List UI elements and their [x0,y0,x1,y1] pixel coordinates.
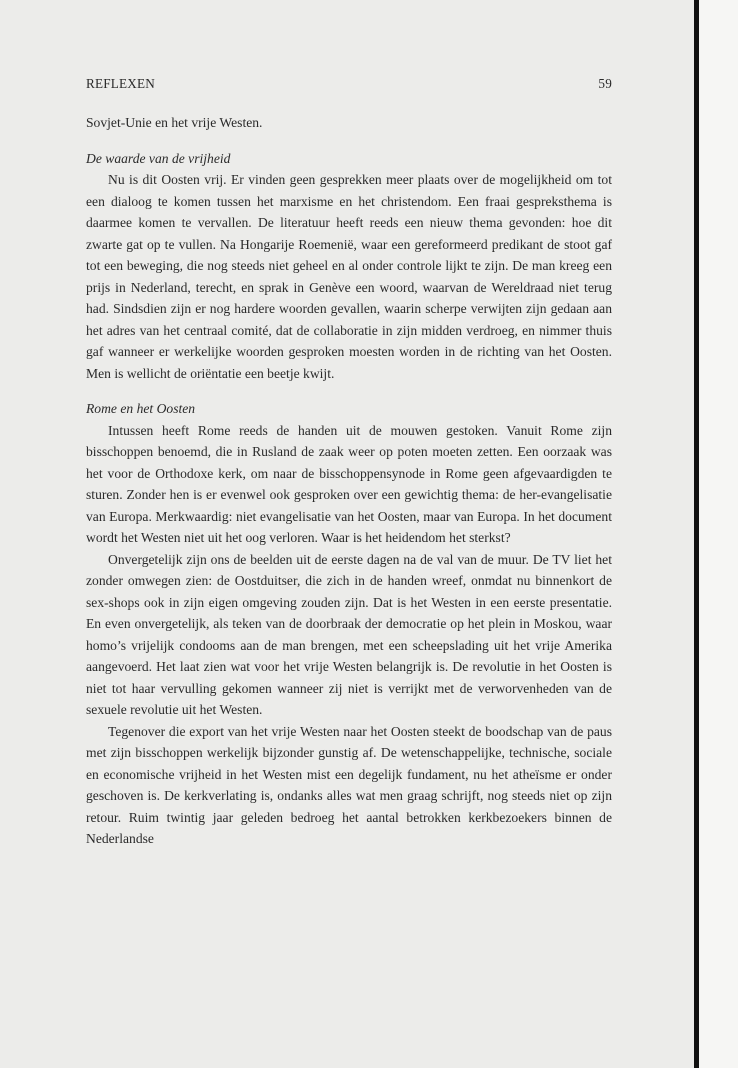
section-heading-vrijheid: De waarde van de vrijheid [86,150,231,166]
body-text [86,112,612,850]
page-edge [694,0,738,1068]
paragraph-vrijheid: Nu is dit Oosten vrij. Er vinden geen gesprekken meer plaats over de mogelijkheid om tot een dialoog te komen tussen het marxisme en het christendom. Een fraai gespreksthema is daarmee komen te vervallen. De literatuur heeft reeds een nieuw thema gevonden: hoe dit zwarte gat op te vullen. Na Hongarije Roemenië, waar een gereformeerd predikant de stoot gaf tot een beweging, die nog steeds niet geheel en al onder controle lijkt te zijn. De man kreeg een prijs in Nederland, terecht, en sprak in Genève een woord, waarvan de Wereldraad niet terug had. Sindsdien zijn er nog hardere woorden gevallen, waarin scherpe verwijten zijn gedaan aan het adres van het centraal comité, dat de collaboratie in zijn midden verdroeg, en nimmer thuis gaf wanneer er werkelijke woorden gesproken moesten worden in de richting van het Oosten. Men is wellicht de oriëntatie een beetje kwijt. [86,172,612,381]
page-number: 59 [598,76,612,91]
paragraph-rome-2: Onvergetelijk zijn ons de beelden uit de eerste dagen na de val van de muur. De TV liet het zonder omwegen zien: de Oostduitser, die zich in de handen wreef, onmdat nu binnenkort de sex-shops ook in zijn eigen omgeving zouden zijn. Dat is het Westen in een eerste presentatie. En even onvergetelijk, als teken van de doorbraak der democratie op het plein in Moskou, waar homo’s vrijelijk condooms aan de man brengen, met een scheepslading uit het vrije Amerika aangevoerd. Het laat zien wat voor het vrije Westen belangrijk is. De revolutie in het Oosten is niet tot haar vervulling gekomen wanneer zij niet is verrijkt met de verworvenheden van de sexuele revolutie uit het Westen. [86,551,612,717]
paragraph-rome-3: Tegenover die export van het vrije Westen naar het Oosten steekt de boodschap van de paus met zijn bisschoppen werkelijk bijzonder gunstig af. De wetenschappelijke, technische, sociale en economische vrijheid in het Westen mist een degelijk fundament, nu het atheïsme er onder geschoven is. De kerkverlating is, ondanks alles wat men graag schrijft, nog steeds niet op zijn retour. Ruim twintig jaar geleden bedroeg het aantal betrokken kerkbezoekers binnen de Nederlandse [86,723,612,846]
section-heading-rome: Rome en het Oosten [86,401,196,416]
intro-paragraph: Sovjet-Unie en het vrije Westen. [86,115,263,130]
paragraph-rome-1: Intussen heeft Rome reeds de handen uit de mouwen gestoken. Vanuit Rome zijn bisschoppen benoemd, die in Rusland de zaak weer op poten moeten zetten. Een oorzaak was het voor de Orthodoxe kerk, om naar de bisschoppensynode in Rome geen afgevaardigden te sturen. Zonder hen is er evenwel ook gesproken over een gewichtig thema: de her-evangelisatie van Europa. Merkwaardig: niet evangelisatie van het Oosten, maar van Europa. In het document wordt het Westen niet uit het oog verloren. Waar is het heidendom het sterkst? [86,422,612,545]
running-title: REFLEXEN [86,76,155,91]
